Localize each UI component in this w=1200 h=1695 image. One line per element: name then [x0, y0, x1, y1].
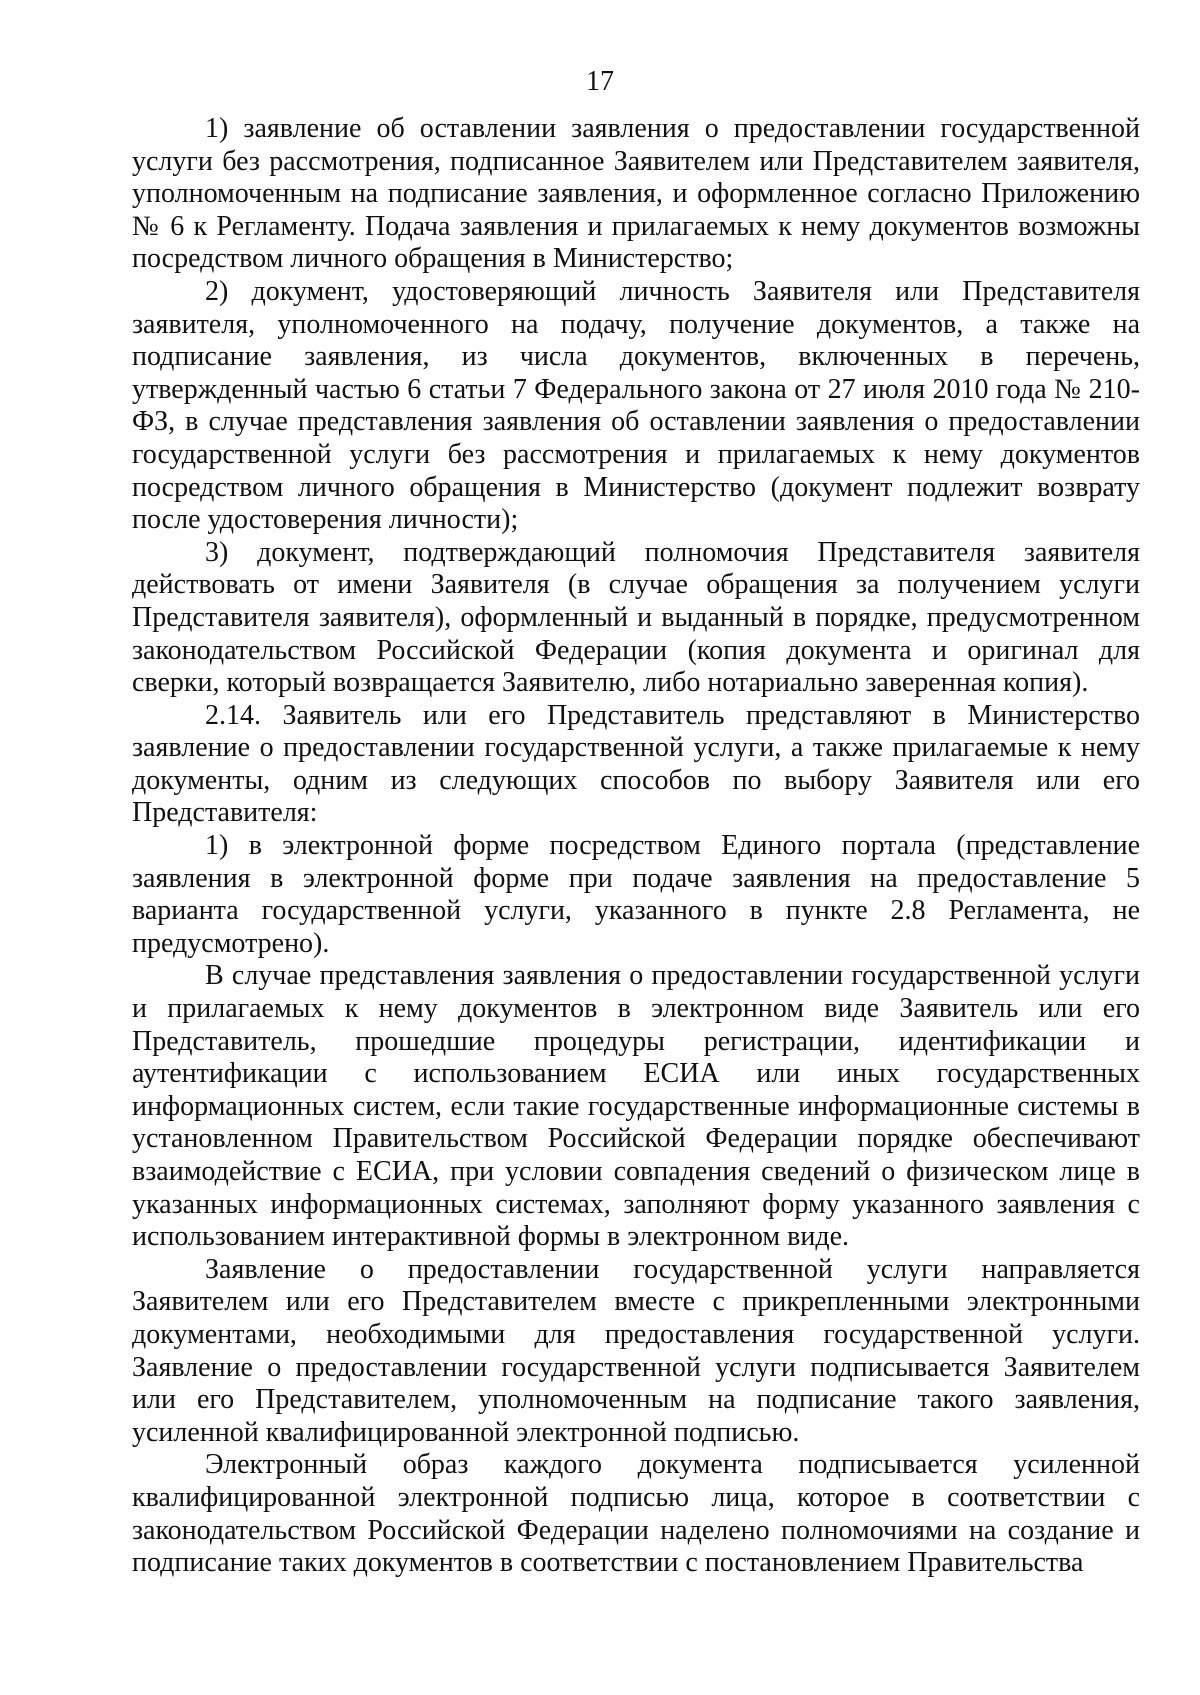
paragraph-electronic-submission: В случае представления заявления о предоставлении государственной услуги и прилагаемых к нему документов в электронном виде Заявитель или его Представитель, прошедшие процедуры регистрации, идентификации и аутентификации с использованием ЕСИА или иных государственных информационных систем, если такие государственные информационные системы в установленном Правительством Российской Федерации порядке обеспечивают взаимодействие с ЕСИА, при условии совпадения сведений о физическом лице в указанных информационных системах, заполняют форму указанного заявления с использованием интерактивной формы в электронном виде.	[132, 960, 1140, 1253]
paragraph-section-2-14: 2.14. Заявитель или его Представитель представляют в Министерство заявление о предоставлении государственной услуги, а также прилагаемые к нему документы, одним из следующих способов по выбору Заявителя или его Представителя:	[132, 699, 1140, 829]
paragraph-item-3-authority-document: 3) документ, подтверждающий полномочия Представителя заявителя действовать от имени Заявителя (в случае обращения за получением услуги Представителя заявителя), оформленный и выданный в порядке, предусмотренном законодательством Российской Федерации (копия документа и оригинал для сверки, который возвращается Заявителю, либо нотариально заверенная копия).	[132, 536, 1140, 699]
paragraph-electronic-image-signing: Электронный образ каждого документа подписывается усиленной квалифицированной электронной подписью лица, которое в соответствии с законодательством Российской Федерации наделено полномочиями на создание и подписание таких документов в соответствии с постановлением Правительства	[132, 1449, 1140, 1579]
page-number: 17	[586, 66, 614, 97]
paragraph-item-1-application-withdrawal: 1) заявление об оставлении заявления о предоставлении государственной услуги без рассмотрения, подписанное Заявителем или Представителем заявителя, уполномоченным на подписание заявления, и оформленное согласно Приложению № 6 к Регламенту. Подача заявления и прилагаемых к нему документов возможны посредством личного обращения в Министерство;	[132, 113, 1140, 275]
document-body	[132, 113, 1140, 1580]
paragraph-item-2-identity-document: 2) документ, удостоверяющий личность Заявителя или Представителя заявителя, уполномоченного на подачу, получение документов, а также на подписание заявления, из числа документов, включенных в перечень, утвержденный частью 6 статьи 7 Федерального закона от 27 июля 2010 года № 210-ФЗ, в случае представления заявления об оставлении заявления о предоставлении государственной услуги без рассмотрения и прилагаемых к нему документов посредством личного обращения в Министерство (документ подлежит возврату после удостоверения личности);	[132, 275, 1140, 536]
paragraph-electronic-form: 1) в электронной форме посредством Единого портала (представление заявления в электронной форме при подаче заявления на предоставление 5 варианта государственной услуги, указанного в пункте 2.8 Регламента, не предусмотрено).	[132, 830, 1140, 959]
paragraph-application-signing: Заявление о предоставлении государственной услуги направляется Заявителем или его Представителем вместе с прикрепленными электронными документами, необходимыми для предоставления государственной услуги. Заявление о предоставлении государственной услуги подписывается Заявителем или его Представителем, уполномоченным на подписание такого заявления, усиленной квалифицированной электронной подписью.	[132, 1253, 1140, 1448]
